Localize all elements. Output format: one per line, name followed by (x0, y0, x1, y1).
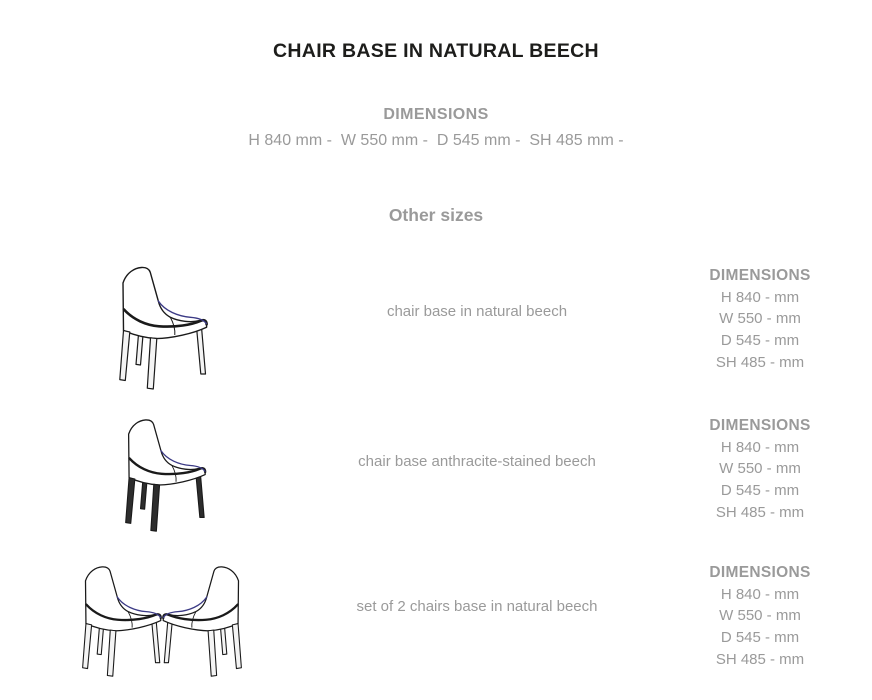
other-sizes-heading: Other sizes (388, 205, 484, 225)
page-title: CHAIR BASE IN NATURAL BEECH (273, 40, 599, 62)
chair-natural-beech-icon (93, 261, 215, 391)
dimensions-summary: H 840 mm - W 550 mm - D 545 mm - SH 485 mm - (248, 132, 624, 149)
variant-row-natural-beech (0, 265, 872, 400)
dimension-line-w: W 550 - mm (719, 310, 801, 328)
dimension-line-h: H 840 - mm (720, 288, 800, 306)
dimension-line-d: D 545 - mm (720, 482, 800, 500)
dimensions-heading: DIMENSIONS (383, 106, 489, 123)
variant-dimensions-block (685, 415, 835, 524)
variant-description: chair base anthracite-stained beech (358, 453, 596, 470)
dimension-line-d: D 545 - mm (720, 332, 800, 350)
variant-description: chair base in natural beech (386, 303, 568, 320)
variant-row-set-of-2 (0, 562, 872, 697)
dimension-line-d: D 545 - mm (720, 629, 800, 647)
dimension-line-w: W 550 - mm (719, 607, 801, 625)
variant-dimensions-block (685, 562, 835, 671)
dimension-line-h: H 840 - mm (720, 585, 800, 603)
dimension-line-sh: SH 485 - mm (715, 650, 805, 668)
variant-dimensions-heading: DIMENSIONS (709, 417, 811, 434)
variant-dimensions-block (685, 265, 835, 374)
chair-anthracite-stained-icon (101, 414, 213, 533)
set-of-2-chairs-icon (59, 561, 265, 678)
dimension-line-sh: SH 485 - mm (715, 353, 805, 371)
dimension-line-w: W 550 - mm (719, 460, 801, 478)
variant-description: set of 2 chairs base in natural beech (356, 598, 598, 615)
variant-row-anthracite-beech (0, 415, 872, 550)
variant-dimensions-heading: DIMENSIONS (709, 267, 811, 284)
variant-dimensions-heading: DIMENSIONS (709, 564, 811, 581)
dimension-line-h: H 840 - mm (720, 438, 800, 456)
dimension-line-sh: SH 485 - mm (715, 503, 805, 521)
